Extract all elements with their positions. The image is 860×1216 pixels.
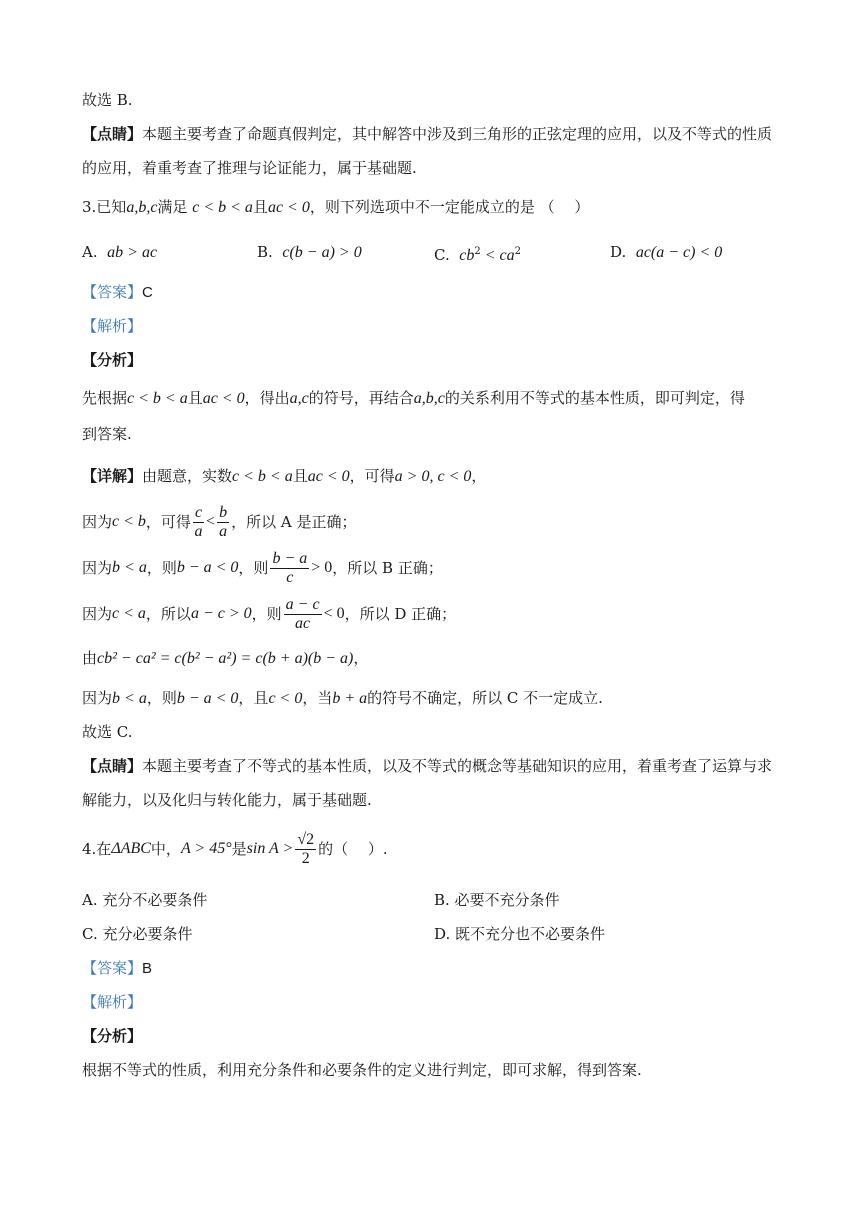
detail-line-3: 因为 b < a ，则 b − a < 0 ，则 $\frac{b - a}{c}$ > 0 ，所以 B 正确； [82,549,443,586]
analysis-subheader: 【分析】 [82,351,143,369]
analysis-text: 先根据c < b < a且ac < 0，得出a,c的符号，再结合a,b,c的关系利用不等式的基本性质，即可判定，得 [82,389,745,407]
answer-line: 【答案】C [82,283,153,301]
fraction: $\frac{b - a}{c}$ [272,549,308,586]
detail-line-1: 【详解】由题意，实数c < b < a且ac < 0，可得a > 0, c < 0， [82,467,487,485]
comment-line-2: 【点睛】本题主要考查了不等式的基本性质，以及不等式的概念等基础知识的应用，着重考查了运算与求 [82,757,773,775]
comment-line: 【点睛】本题主要考查了命题真假判定，其中解答中涉及到三角形的正弦定理的应用，以及不等式的性质 [82,125,773,143]
fraction: $\frac{√2}{2}$ [297,830,315,867]
fraction: $\frac{a - c}{ac}$ [285,595,320,632]
answer-line-2: 【答案】B [82,959,153,977]
analysis-text-cont: 到答案. [82,425,132,443]
conclusion-line-2: 故选 C. [82,723,133,741]
question-4: 4.在 ΔABC 中， A > 45° 是 sin A > $\frac{√2}{2}$ 的（ ）. [82,830,388,867]
detail-line-5: 由cb² − ca² = c(b² − a²) = c(b + a)(b − a)， [82,649,369,667]
conclusion-line: 故选 B. [82,91,133,109]
comment-line-cont: 的应用，着重考查了推理与论证能力，属于基础题. [82,159,417,177]
q3-option-c: C. $cb^2 < ca^2$ [434,246,522,264]
q4-option-d: D. 既不充分也不必要条件 [434,925,606,943]
analysis-header-2: 【解析】 [82,993,143,1011]
q3-option-b: B. c(b − a) > 0 [257,243,362,261]
analysis-header: 【解析】 [82,317,143,335]
q4-option-c: C. 充分必要条件 [82,925,193,943]
question-3: 3.已知a,b,c满足 c < b < a且ac < 0，则下列选项中不一定能成立的是 （ ） [82,198,590,216]
comment-line-2-cont: 解能力，以及化归与转化能力，属于基础题. [82,791,372,809]
analysis-text-2: 根据不等式的性质，利用充分条件和必要条件的定义进行判定，即可求解，得到答案. [82,1061,642,1079]
fraction: $\frac{c}{a}$ [194,503,203,540]
q4-option-b: B. 必要不充分条件 [434,891,560,909]
detail-line-4: 因为 c < a ，所以 a − c > 0 ，则 $\frac{a - c}{ac}$ < 0 ，所以 D 正确； [82,595,457,632]
q3-option-d: D. ac(a − c) < 0 [610,243,723,261]
fraction: $\frac{b}{a}$ [219,503,228,540]
q4-option-a: A. 充分不必要条件 [82,891,208,909]
detail-line-2: 因为 c < b ，可得 $\frac{c}{a}$ < $\frac{b}{a}$ ，所以 A 是正确； [82,503,357,540]
detail-line-6: 因为b < a，则b − a < 0，且c < 0，当b + a的符号不确定，所以 C 不一定成立. [82,689,603,707]
q3-option-a: A. ab > ac [82,243,158,261]
analysis-subheader-2: 【分析】 [82,1027,143,1045]
